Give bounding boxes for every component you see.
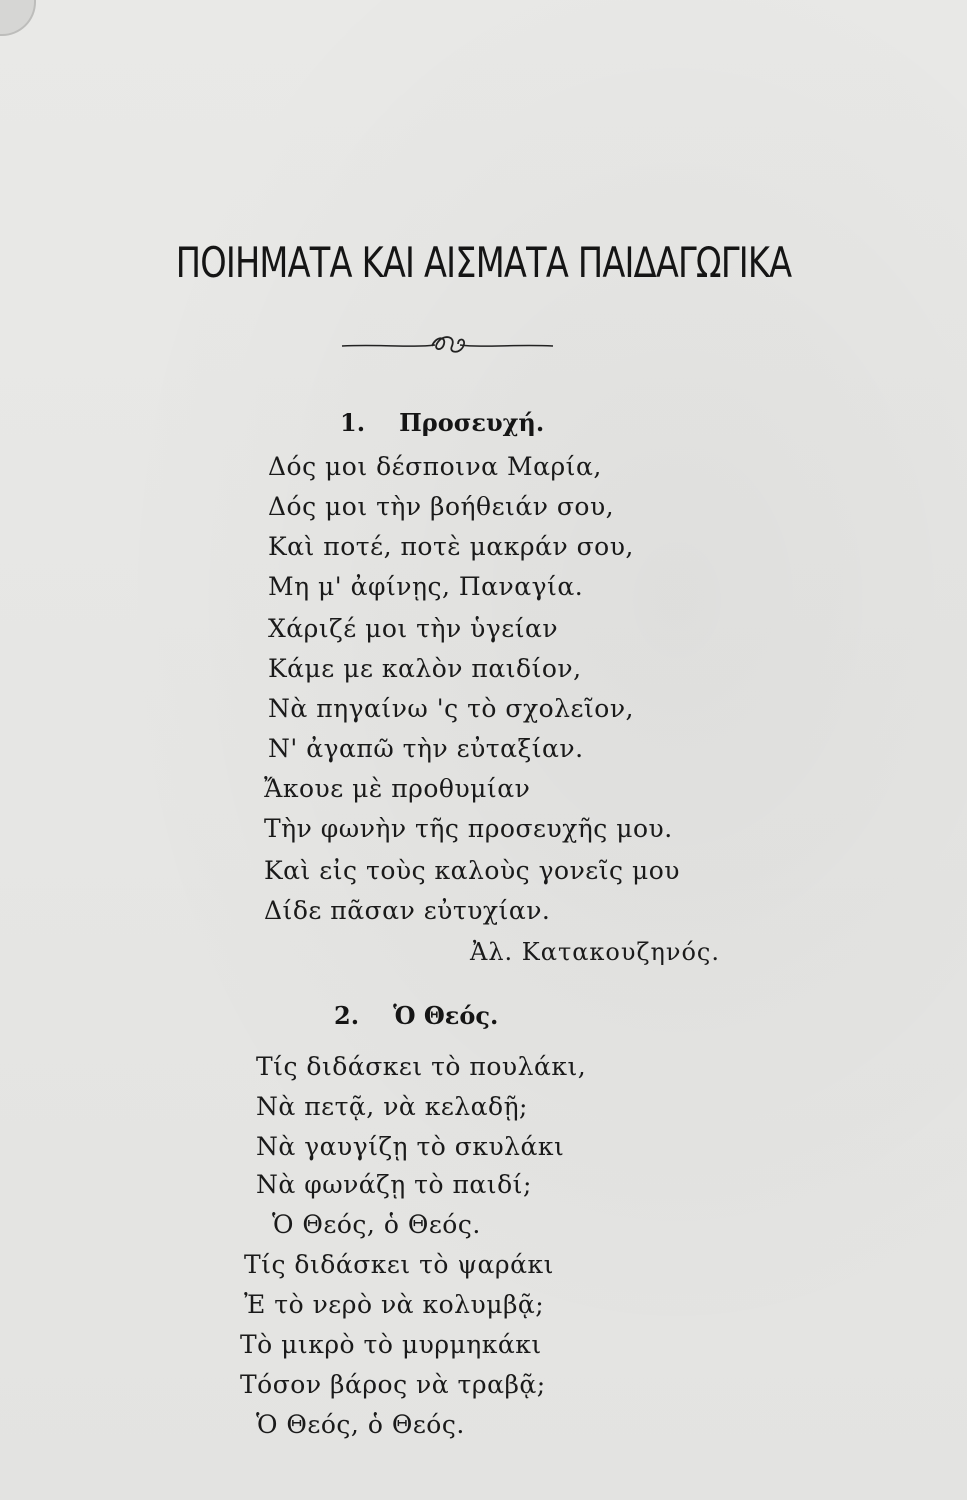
poem-title: Ὁ Θεός.: [393, 1001, 499, 1030]
poem-line: Τίς διδάσκει τὸ πουλάκι,: [256, 1052, 587, 1081]
poem-title: Προσευχή.: [399, 408, 545, 437]
poem-line: Ν' ἀγαπῶ τὴν εὐταξίαν.: [268, 734, 584, 763]
poem-line: Νὰ πετᾷ, νὰ κελαδῇ;: [256, 1092, 528, 1121]
poem-line: Χάριζέ μοι τὴν ὑγείαν: [268, 614, 559, 643]
poem-line: Καὶ ποτέ, ποτὲ μακράν σου,: [268, 532, 634, 561]
page-title: ΠΟΙΗΜΑΤΑ ΚΑΙ ΑΙΣΜΑΤΑ ΠΑΙΔΑΓΩΓΙΚΑ: [175, 238, 792, 287]
poem-author: Ἀλ. Κατακουζηνός.: [470, 938, 720, 966]
poem-line: Δός μοι δέσποινα Μαρία,: [268, 452, 602, 481]
poem-line: Τὸ μικρὸ τὸ μυρμηκάκι: [240, 1330, 542, 1359]
ornament-divider: [340, 330, 555, 360]
poem-line: Τίς διδάσκει τὸ ψαράκι: [244, 1250, 554, 1279]
poem-line: Νὰ γαυγίζῃ τὸ σκυλάκι: [256, 1132, 565, 1161]
poem-line: Τόσον βάρος νὰ τραβᾷ;: [240, 1370, 546, 1399]
poem-line: Ὁ Θεός, ὁ Θεός.: [272, 1210, 481, 1239]
poem-line: Τὴν φωνὴν τῆς προσευχῆς μου.: [264, 814, 673, 843]
poem-line: Ἄκουε μὲ προθυμίαν: [264, 774, 531, 803]
poem-heading: [334, 1001, 498, 1030]
poem-line: Δίδε πᾶσαν εὐτυχίαν.: [264, 896, 551, 925]
page-corner-mark: [0, 0, 36, 36]
poem-line: Καὶ εἰς τοὺς καλοὺς γονεῖς μου: [264, 856, 680, 885]
poem-line: Νὰ πηγαίνω 'ς τὸ σχολεῖον,: [268, 694, 634, 723]
poem-heading: [340, 408, 544, 437]
poem-line: Ἐ τὸ νερὸ νὰ κολυμβᾷ;: [244, 1290, 545, 1319]
poem-line: Νὰ φωνάζῃ τὸ παιδί;: [256, 1170, 532, 1199]
poem-line: Κάμε με καλὸν παιδίον,: [268, 654, 582, 683]
poem-number: 2.: [334, 1001, 360, 1030]
poem-line: Ὁ Θεός, ὁ Θεός.: [256, 1410, 465, 1439]
poem-number: 1.: [340, 408, 366, 437]
poem-line: Δός μοι τὴν βοήθειάν σου,: [268, 492, 615, 521]
poem-line: Μη μ' ἀφίνῃς, Παναγία.: [268, 572, 584, 601]
